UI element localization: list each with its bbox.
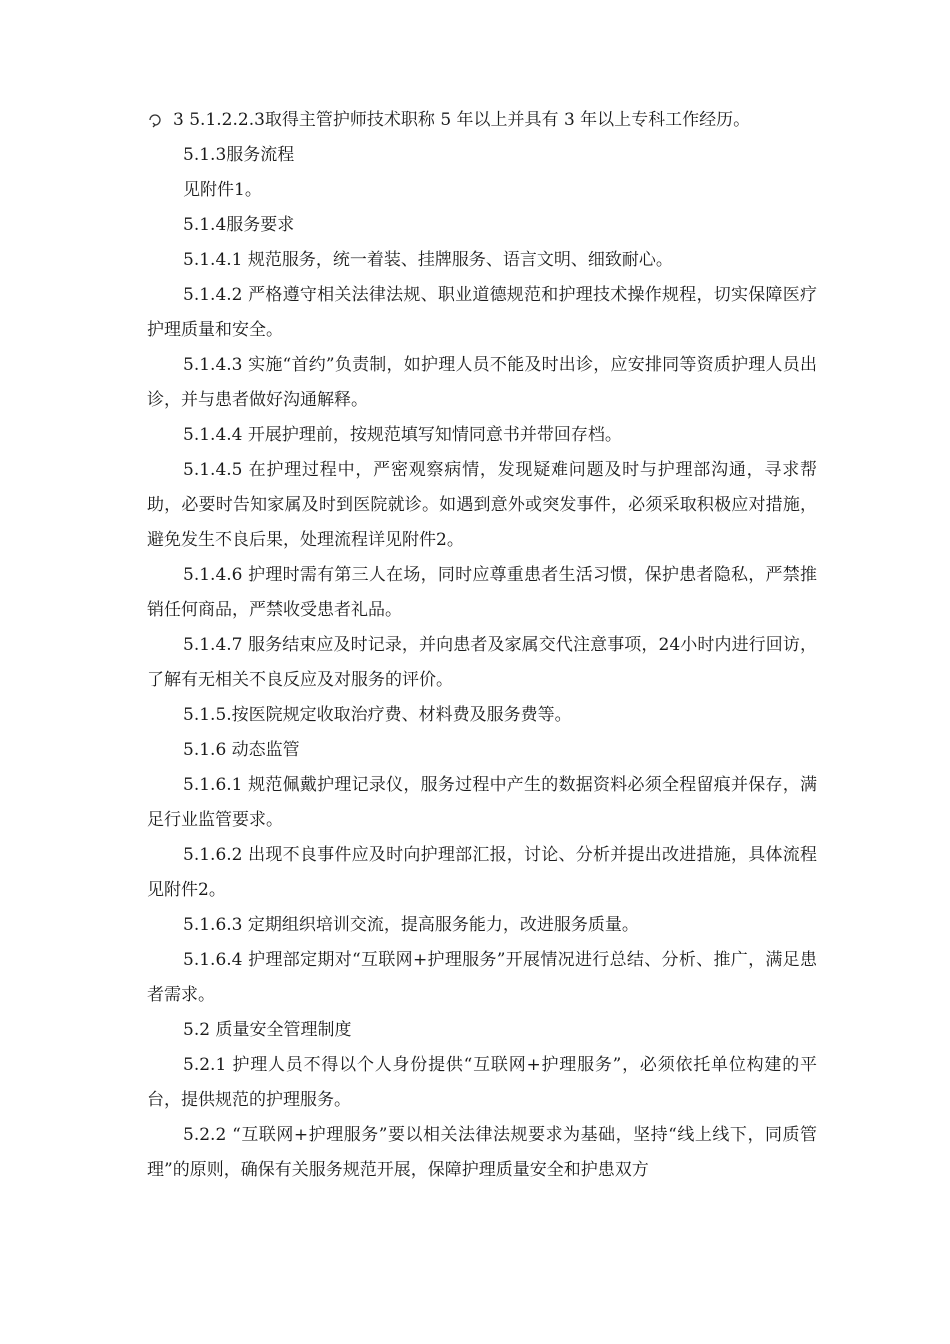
paragraph: 5.1.4.6 护理时需有第三人在场，同时应尊重患者生活习惯，保护患者隐私，严禁推销任何商品，严禁收受患者礼品。 xyxy=(147,565,817,620)
document-body xyxy=(147,103,817,1188)
paragraph: 5.1.6.2 出现不良事件应及时向护理部汇报，讨论、分析并提出改进措施，具体流程见附件2。 xyxy=(147,845,817,900)
paragraph: 5.1.6.3 定期组织培训交流，提高服务能力，改进服务质量。 xyxy=(183,915,639,935)
paragraph: 5.2.1 护理人员不得以个人身份提供“互联网+护理服务”，必须依托单位构建的平台，提供规范的护理服务。 xyxy=(147,1055,817,1110)
paragraph: 5.2 质量安全管理制度 xyxy=(183,1020,352,1040)
paragraph: 5.1.4.2 严格遵守相关法律法规、职业道德规范和护理技术操作规程，切实保障医疗护理质量和安全。 xyxy=(147,285,817,340)
paragraph: 5.1.4.4 开展护理前，按规范填写知情同意书并带回存档。 xyxy=(183,425,622,445)
paragraph: 见附件1。 xyxy=(183,180,262,200)
rotate-anchor-icon[interactable] xyxy=(147,111,171,131)
paragraph-list xyxy=(147,138,817,1188)
paragraph: 5.1.4.3 实施“首约”负责制，如护理人员不能及时出诊，应安排同等资质护理人员出诊，并与患者做好沟通解释。 xyxy=(147,355,817,410)
paragraph: 5.1.6.4 护理部定期对“互联网+护理服务”开展情况进行总结、分析、推广，满足患者需求。 xyxy=(147,950,817,1005)
paragraph: 5.1.4服务要求 xyxy=(183,215,295,235)
paragraph: 5.1.4.1 规范服务，统一着装、挂牌服务、语言文明、细致耐心。 xyxy=(183,250,673,270)
paragraph: 5.2.2 “互联网+护理服务”要以相关法律法规要求为基础，坚持“线上线下，同质管理”的原则，确保有关服务规范开展，保障护理质量安全和护患双方 xyxy=(147,1125,817,1180)
paragraph: 5.1.3服务流程 xyxy=(183,145,295,165)
paragraph: 5.1.5.按医院规定收取治疗费、材料费及服务费等。 xyxy=(183,705,572,725)
paragraph: 5.1.6 动态监管 xyxy=(183,740,300,760)
paragraph: 5.1.6.1 规范佩戴护理记录仪，服务过程中产生的数据资料必须全程留痕并保存，满足行业监管要求。 xyxy=(147,775,817,830)
first-line-text: 3 5.1.2.2.3取得主管护师技术职称 5 年以上并具有 3 年以上专科工作经历。 xyxy=(173,110,751,130)
paragraph: 5.1.4.5 在护理过程中，严密观察病情，发现疑难问题及时与护理部沟通，寻求帮助，必要时告知家属及时到医院就诊。如遇到意外或突发事件，必须采取积极应对措施，避免发生不良后果，处理流程详见附件2。 xyxy=(147,460,817,550)
paragraph: 5.1.4.7 服务结束应及时记录，并向患者及家属交代注意事项，24小时内进行回访，了解有无相关不良反应及对服务的评价。 xyxy=(147,635,817,690)
first-line xyxy=(147,103,817,138)
